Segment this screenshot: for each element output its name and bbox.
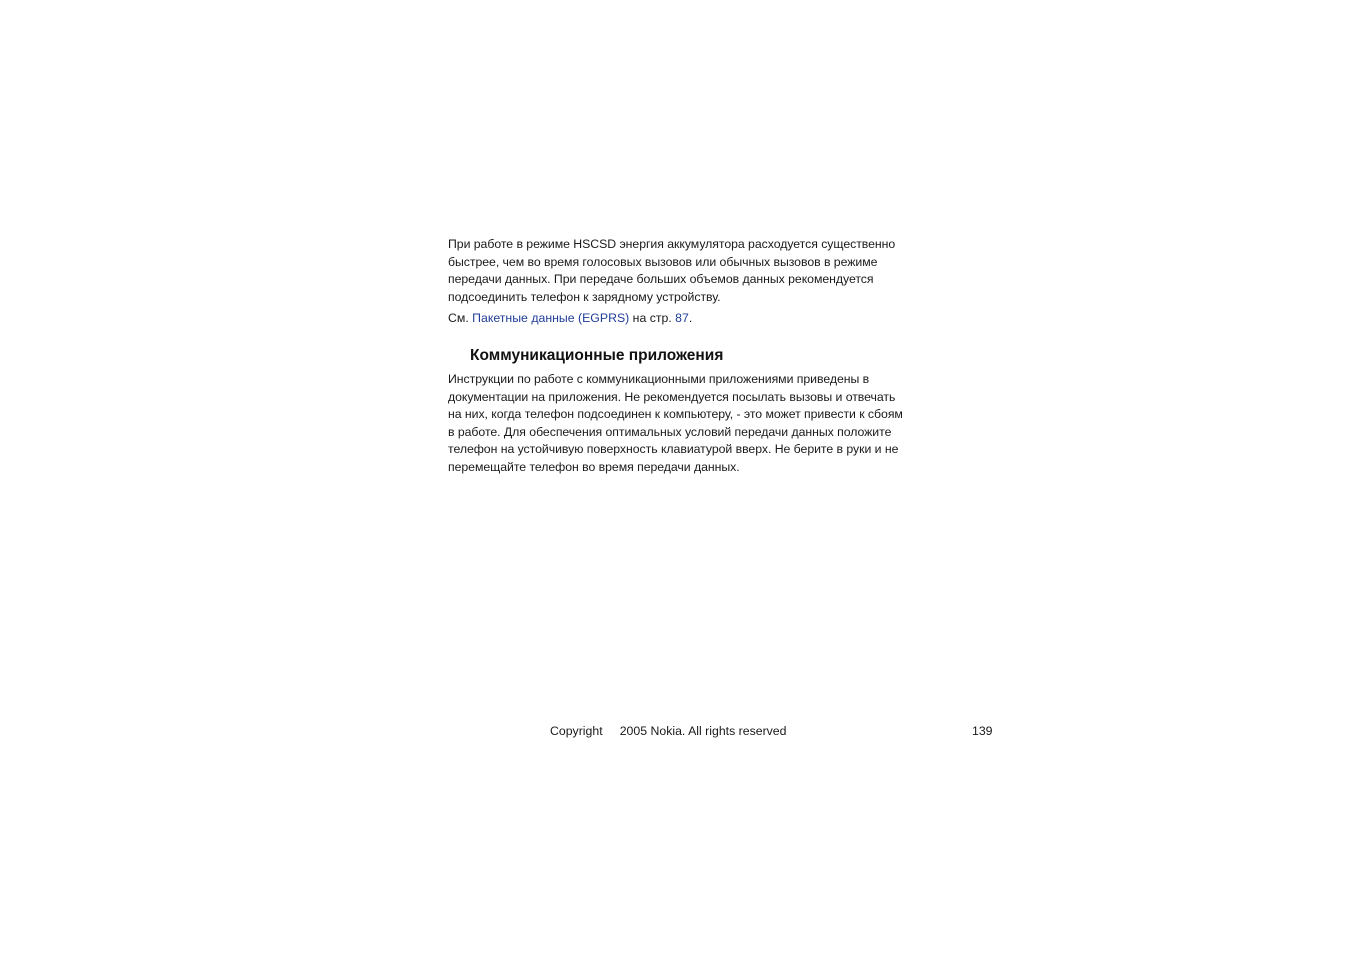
see-middle: на стр.	[629, 311, 676, 326]
page-number: 139	[972, 724, 993, 738]
paragraph-comm-apps: Инструкции по работе с коммуникационными приложениями приведены в документации на приложения. Не рекомендуется посылать вызовы и отвечать на них, когда телефон подсоединен к компьютеру, - это может привести к сбоям в работе. Для обеспечения оптимальных условий передачи данных положите телефон на устойчивую поверхность клавиатурой вверх. Не берите в руки и не перемещайте телефон во время передачи данных.	[448, 371, 903, 474]
see-also-line	[448, 310, 908, 328]
see-suffix: .	[688, 311, 693, 326]
page-content	[448, 236, 908, 477]
copyright-footer: Copyright 2005 Nokia. All rights reserved	[550, 724, 787, 738]
paragraph-hscsd: При работе в режиме HSCSD энергия аккумулятора расходуется существенно быстрее, чем во время голосовых вызовов или обычных вызовов в режиме передачи данных. При передаче больших объемов данных рекомендуется подсоединить телефон к зарядному устройству.	[448, 237, 896, 304]
page-87-link[interactable]: 87	[675, 311, 689, 326]
egprs-link[interactable]: Пакетные данные (EGPRS)	[472, 311, 630, 326]
section-heading: Коммуникационные приложения	[470, 346, 724, 364]
see-prefix: См.	[448, 311, 473, 326]
